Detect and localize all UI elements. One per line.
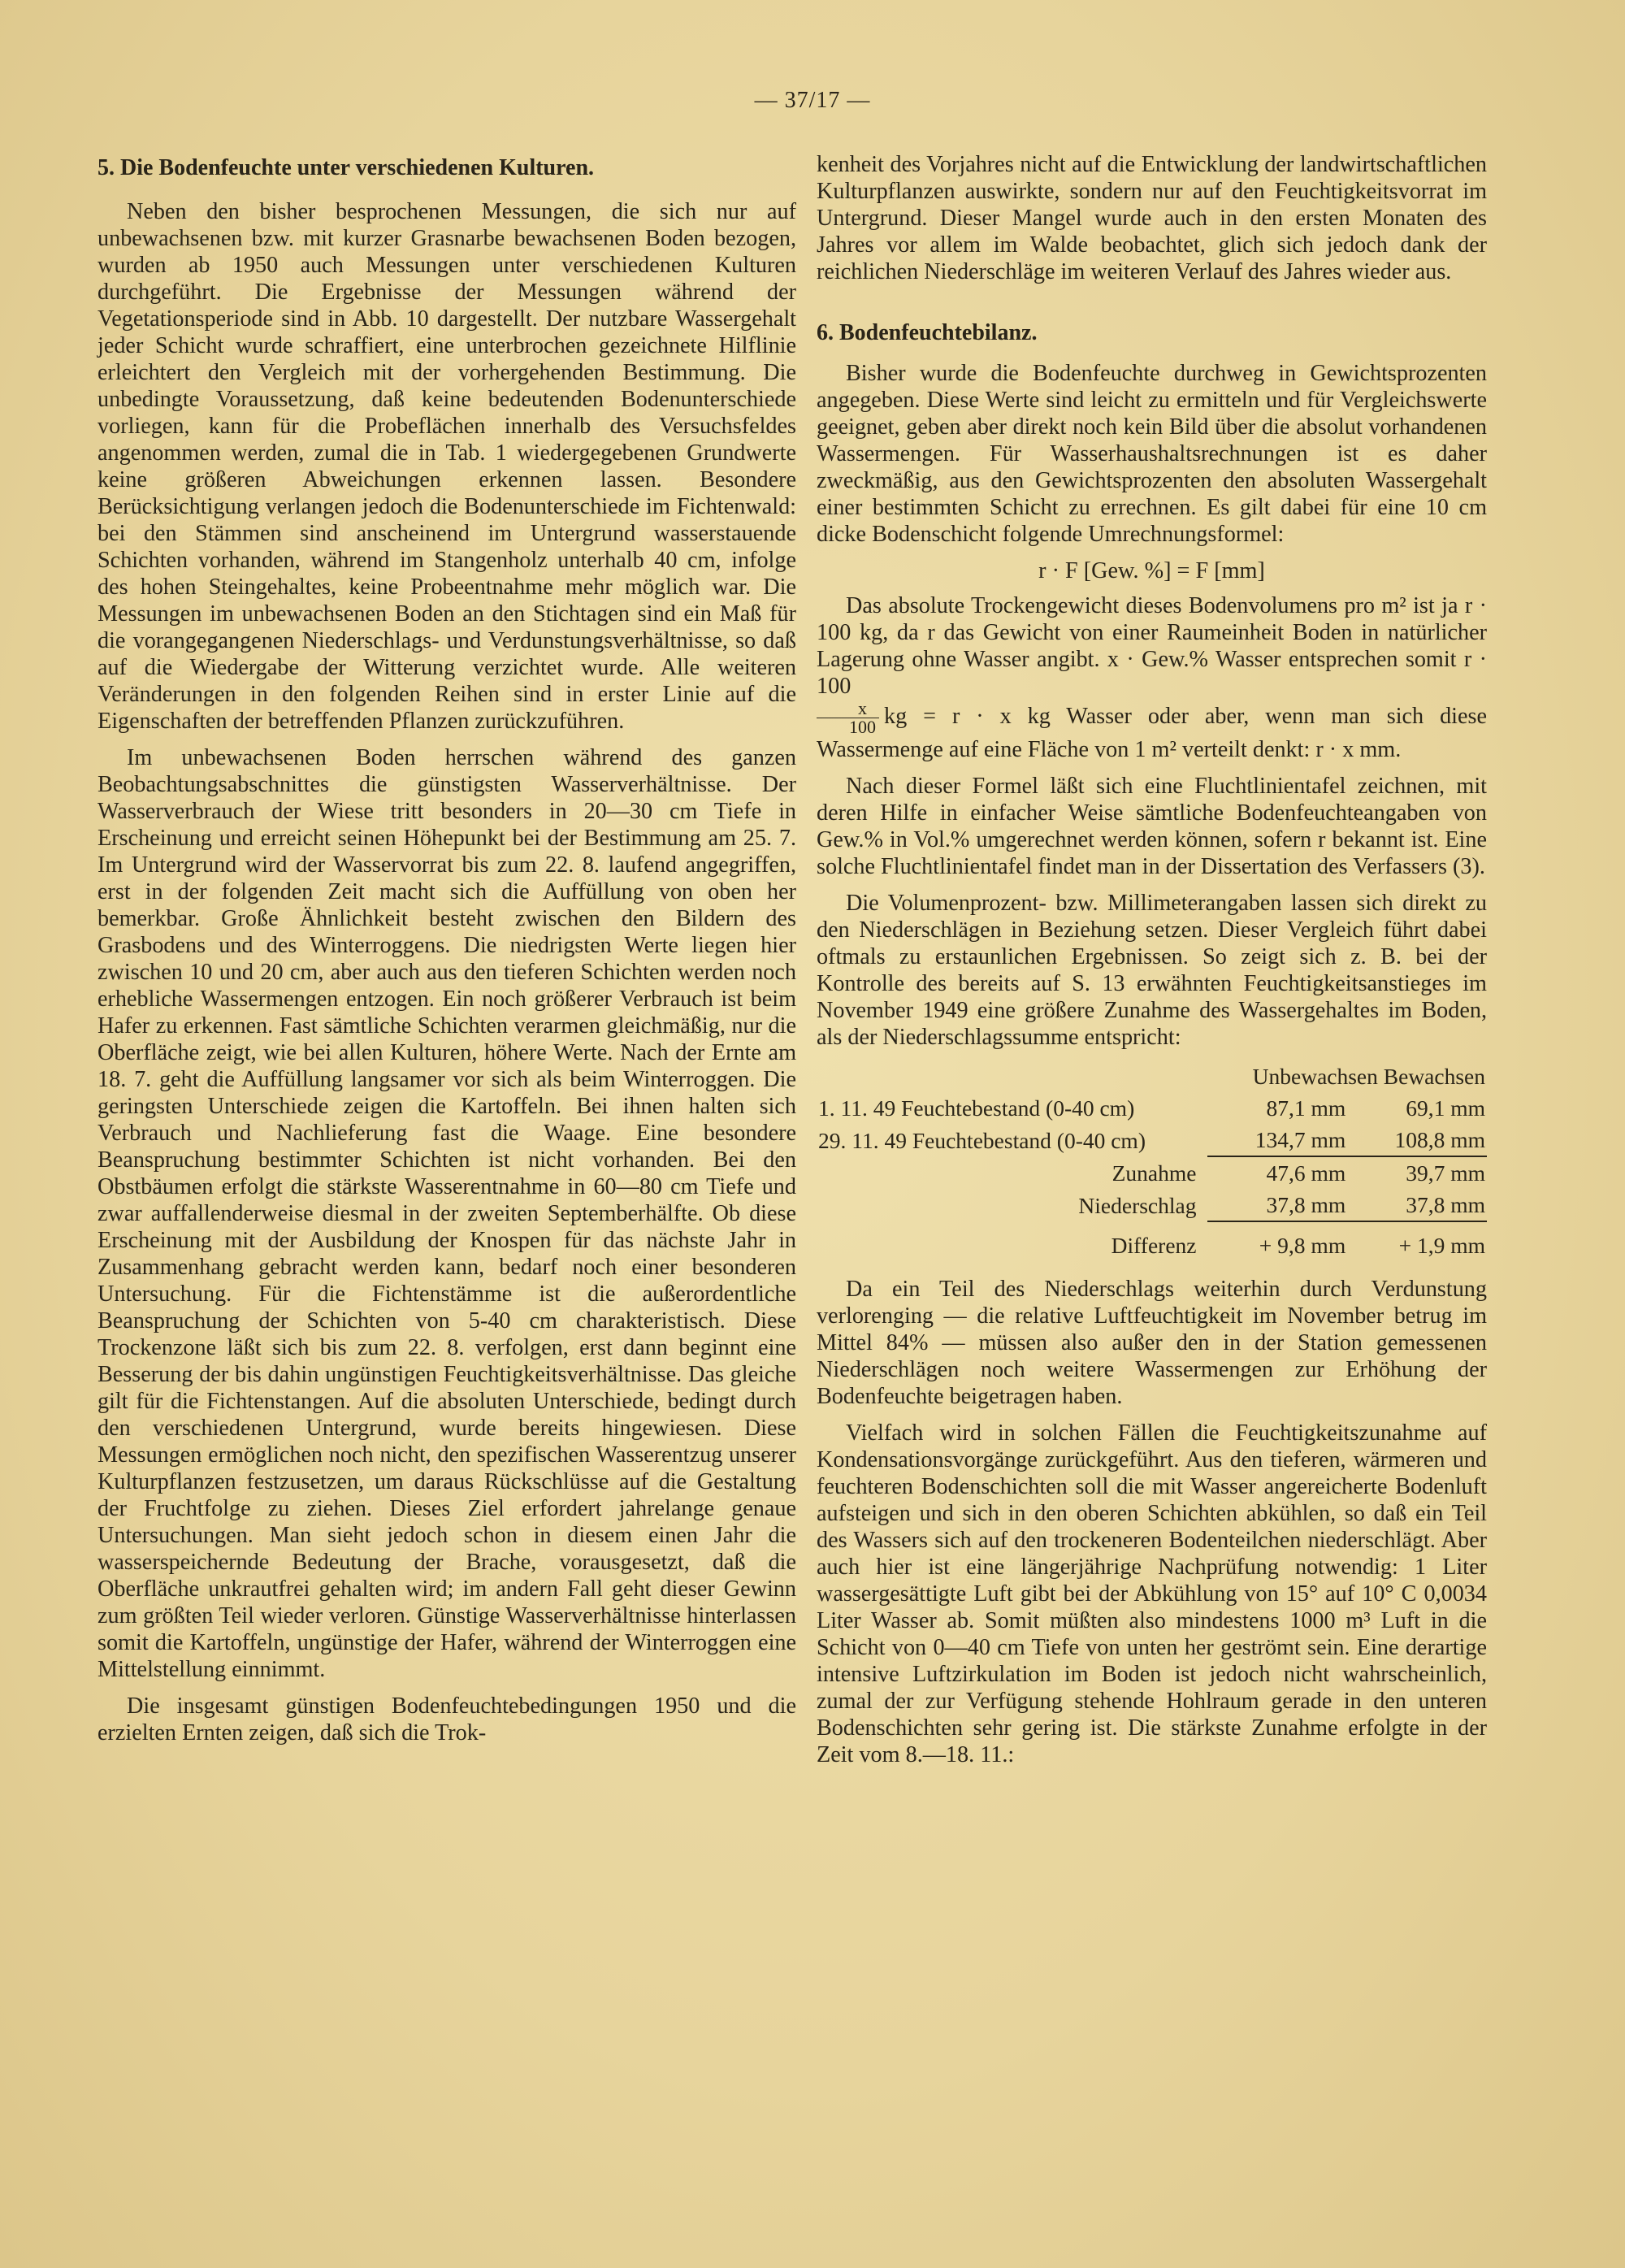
table-row [817, 1156, 1487, 1189]
paragraph: Da ein Teil des Niederschlags weiterhin durch Verdunstung verlorenging — die relative Luftfeuchtigkeit im November betrug im Mittel 84% — müssen also außer den in der Station gemessenen Niederschlägen noch weitere Wassermengen zur Erhöhung der Bodenfeuchte beigetragen haben. [817, 1277, 1487, 1409]
paragraph: Neben den bisher besprochenen Messungen, die sich nur auf unbewachsenen bzw. mit kurzer Grasnarbe bewachsenen Boden bezogen, wurden ab 1950 auch Messungen unter verschiedenen Kulturen durchgeführt. Die Ergebnisse der Messungen während der Vegetationsperiode sind in Abb. 10 dargestellt. Der nutzbare Wassergehalt jeder Schicht wurde schraffiert, eine unterbrochen gezeichnete Hilflinie erleichtert den Vergleich mit der vorhergehenden Bestimmung. Die unbedingte Voraussetzung, daß keine bedeutenden Bodenunterschiede vorliegen, kann für die Probeflächen innerhalb des Versuchsfeldes angenommen werden, zumal die in Tab. 1 wiedergegebenen Grundwerte keine größeren Abweichungen erkennen lassen. Besondere Berücksichtigung verlangen jedoch die Bodenunterschiede im Fichtenwald: bei den Stämmen sind anscheinend im Untergrund wasserstauende Schichten vorhanden, während im Stangenholz unterhalb 40 cm, infolge des hohen Steingehaltes, keine Probeentnahme mehr möglich war. Die Messungen im unbewachsenen Boden an den Stichtagen sind ein Maß für die vorangegangenen Niederschlags- und Verdunstungsverhältnisse, so daß auf die Wiedergabe der Witterung verzichtet wurde. Alle weiteren Veränderungen in den folgenden Reihen sind in erster Linie auf die Eigenschaften der betreffenden Pflanzen zurückzuführen. [98, 199, 796, 734]
paragraph: Vielfach wird in solchen Fällen die Feuchtigkeitszunahme auf Kondensationsvorgänge zurückgeführt. Aus den tieferen, wärmeren und feuchteren Bodenschichten soll die mit Wasser angereicherte Bodenluft aufsteigen und sich in den oberen Schichten abkühlen, so daß ein Teil des Wassers sich auf den trockeneren Bodenteilchen niederschlägt. Aber auch hier ist eine längerjährige Nachprüfung notwendig: 1 Liter wassergesättigte Luft gibt bei der Abkühlung von 15° auf 10° C 0,0034 Liter Wasser ab. Somit müßten also mindestens 1000 m³ Luft in die Schicht von 0—40 cm Tiefe von unten her geströmt sein. Eine derartige intensive Luftzirkulation im Boden ist jedoch nicht wahrscheinlich, zumal der zur Verfügung stehende Hohlraum gerade in den unteren Bodenschichten sehr gering ist. Die stärkste Zunahme erfolgte in der Zeit vom 8.—18. 11.: [817, 1420, 1487, 1767]
row-label: Niederschlag [1078, 1192, 1197, 1218]
paragraph: Bisher wurde die Bodenfeuchte durchweg in Gewichtsprozenten angegeben. Diese Werte sind leicht zu ermitteln und für Vergleichswerte geeignet, geben aber direkt noch kein Bild über die absolut vorhandenen Wassermengen. Für Wasserhaushaltsrechnungen ist es daher zweckmäßig, aus den Gewichtsprozenten den absoluten Wassergehalt einer bestimmten Schicht zu errechnen. Es gilt dabei für eine 10 cm dicke Bodenschicht folgende Umrechnungsformel: [817, 361, 1487, 547]
cell-bewachsen: 69,1 mm [1406, 1095, 1485, 1121]
paragraph-text: kg = r · x kg Wasser oder aber, wenn man sich diese Wassermenge auf eine Fläche von 1 m² verteilt denkt: r · x mm. [817, 703, 1487, 762]
left-column [98, 154, 796, 1756]
table-row [817, 1124, 1487, 1156]
section-heading-5: 5. Die Bodenfeuchte unter verschiedenen Kulturen. [98, 155, 595, 180]
paragraph: Die insgesamt günstigen Bodenfeuchtebedingungen 1950 und die erzielten Ernten zeigen, daß sich die Trok- [98, 1693, 796, 1745]
cell-bewachsen: + 1,9 mm [1398, 1233, 1485, 1258]
cell-bewachsen: 39,7 mm [1406, 1160, 1485, 1186]
row-label: 29. 11. 49 Feuchtebestand (0-40 cm) [818, 1127, 1146, 1153]
paragraph [817, 592, 1487, 763]
table-row [817, 1189, 1487, 1221]
paragraph: Im unbewachsenen Boden herrschen während des ganzen Beobachtungsabschnittes die günstigsten Wasserverhältnisse. Der Wasserverbrauch der Wiese tritt besonders in 20—30 cm Tiefe in Erscheinung und erreicht seinen Höhepunkt bei der Bestimmung am 25. 7. Im Untergrund wird der Wasservorrat bis zum 22. 8. laufend angegriffen, erst in der folgenden Zeit macht sich die Auffüllung von oben her bemerkbar. Große Ähnlichkeit besteht zwischen den Bildern des Grasbodens und des Winterroggens. Die niedrigsten Werte liegen hier zwischen 10 und 20 cm, aber auch aus den tieferen Schichten werden noch erhebliche Wassermengen entzogen. Ein noch größerer Verbrauch ist beim Hafer zu erkennen. Fast sämtliche Schichten verarmen gleichmäßig, nur die Oberfläche zeigt, wie bei allen Kulturen, höhere Werte. Nach der Ernte am 18. 7. geht die Auffüllung langsamer vor sich als beim Winterroggen. Die geringsten Unterschiede zeigen die Kartoffeln. Bei ihnen halten sich Verbrauch und Nachlieferung fast die Waage. Eine besondere Beanspruchung bestimmter Schichten ist nicht vorhanden. Bei den Obstbäumen erfolgt die stärkste Wasserentnahme in 60—80 cm Tiefe und zwar auffallenderweise diesmal in der zweiten Septemberhälfte. Ob diese Erscheinung mit der Ausbildung der Knospen für das nächste Jahr in Zusammenhang gebracht werden kann, bedarf noch einer besonderen Untersuchung. Für die Fichtenstämme ist die außerordentliche Beanspruchung der Schichten von 5-40 cm charakteristisch. Diese Trockenzone läßt sich bis zum 22. 8. verfolgen, erst dann beginnt eine Besserung der bis dahin ungünstigen Feuchtigkeitsverhältnisse. Das gleiche gilt für die Fichtenstangen. Auf die absoluten Unterschiede, bedingt durch den verschiedenen Untergrund, wurde bereits hingewiesen. Diese Messungen ermöglichen noch nicht, den spezifischen Wasserentzug unserer Kulturpflanzen festzusetzen, um daraus Rückschlüsse auf die Gestaltung der Fruchtfolge zu ziehen. Dieses Ziel erfordert jahrelange genaue Untersuchungen. Man sieht jedoch schon in diesem einen Jahr die wasserspeichernde Bedeutung der Brache, vorausgesetzt, daß die Oberfläche unkrautfrei gehalten wird; im andern Fall geht dieser Gewinn zum größten Teil wieder verloren. Günstige Wasserverhältnisse hinterlassen somit die Kartoffeln, ungünstige der Hafer, während der Winterroggen eine Mittelstellung einnimmt. [98, 745, 796, 1682]
fraction [817, 700, 879, 736]
section-heading-6: 6. Bodenfeuchtebilanz. [817, 320, 1038, 345]
column-header-bewachsen: Bewachsen [1383, 1064, 1485, 1089]
cell-unbewachsen: 37,8 mm [1207, 1189, 1347, 1221]
cell-unbewachsen: + 9,8 mm [1259, 1233, 1346, 1258]
fraction-numerator: x [817, 700, 879, 718]
table-header-row [817, 1060, 1487, 1092]
column-header-unbewachsen: Unbewachsen [1252, 1064, 1378, 1089]
cell-bewachsen: 108,8 mm [1347, 1124, 1487, 1156]
right-column [817, 151, 1487, 1778]
cell-unbewachsen: 87,1 mm [1266, 1095, 1346, 1121]
paragraph-text: Das absolute Trockengewicht dieses Bodenvolumens pro m² ist ja r · 100 kg, da r das Gewicht von einer Raumeinheit Boden in natürlicher Lagerung ohne Wasser angibt. x · Gew.% Wasser entsprechen somit r · 100 [817, 593, 1487, 699]
paragraph-continued: kenheit des Vorjahres nicht auf die Entwicklung der landwirtschaftlichen Kulturpflanzen auswirkte, sondern nur auf den Feuchtigkeitsvorrat im Untergrund. Dieser Mangel wurde auch in den ersten Monaten des Jahres vor allem im Walde beobachtet, glich sich jedoch dank der reichlichen Niederschläge im weiteren Verlauf des Jahres wieder aus. [817, 152, 1487, 284]
cell-bewachsen: 37,8 mm [1347, 1189, 1487, 1221]
paragraph: Nach dieser Formel läßt sich eine Fluchtlinientafel zeichnen, mit deren Hilfe in einfacher Weise sämtliche Bodenfeuchteangaben von Gew.% in Vol.% umgerechnet werden können, sofern r bekannt ist. Eine solche Fluchtlinientafel findet man in der Dissertation des Verfassers (3). [817, 774, 1487, 879]
conversion-formula: r · F [Gew. %] = F [mm] [1038, 558, 1265, 583]
fraction-denominator: 100 [849, 717, 876, 737]
row-label: 1. 11. 49 Feuchtebestand (0-40 cm) [818, 1095, 1135, 1121]
table-row [817, 1092, 1487, 1124]
moisture-balance-table [817, 1060, 1487, 1261]
page-number: — 37/17 — [754, 88, 871, 113]
cell-unbewachsen: 134,7 mm [1207, 1124, 1347, 1156]
row-label: Zunahme [1112, 1160, 1197, 1186]
cell-unbewachsen: 47,6 mm [1266, 1160, 1346, 1186]
table-row [817, 1221, 1487, 1261]
paragraph: Die Volumenprozent- bzw. Millimeterangaben lassen sich direkt zu den Niederschlägen in Beziehung setzen. Dieser Vergleich führt dabei oftmals zu erstaunlichen Ergebnissen. So zeigt sich z. B. bei der Kontrolle des bereits auf S. 13 erwähnten Feuchtigkeitsanstieges im November 1949 eine größere Zunahme des Wassergehaltes im Boden, als der Niederschlagssumme entspricht: [817, 891, 1487, 1050]
row-label: Differenz [1111, 1232, 1197, 1258]
